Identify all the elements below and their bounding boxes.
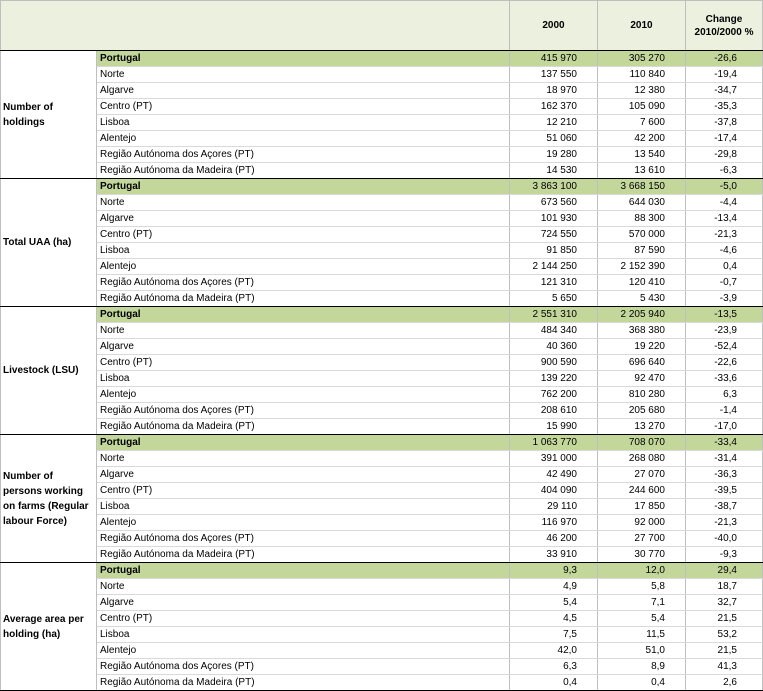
change-cell: -40,0 — [686, 531, 763, 547]
value-2010-cell: 5,4 — [598, 611, 686, 627]
region-cell: Lisboa — [97, 115, 510, 131]
region-cell: Região Autónoma da Madeira (PT) — [97, 675, 510, 691]
change-cell: -9,3 — [686, 547, 763, 563]
region-cell: Região Autónoma dos Açores (PT) — [97, 147, 510, 163]
region-cell: Algarve — [97, 211, 510, 227]
change-cell: -22,6 — [686, 355, 763, 371]
value-2000-cell: 42 490 — [510, 467, 598, 483]
value-2010-cell: 27 070 — [598, 467, 686, 483]
value-2000-cell: 2 551 310 — [510, 307, 598, 323]
table-row — [1, 323, 763, 339]
table-row — [1, 307, 763, 323]
region-cell: Portugal — [97, 563, 510, 579]
change-cell: -21,3 — [686, 515, 763, 531]
region-cell: Região Autónoma dos Açores (PT) — [97, 659, 510, 675]
table-row — [1, 403, 763, 419]
table-row — [1, 531, 763, 547]
value-2000-cell: 46 200 — [510, 531, 598, 547]
table-row — [1, 483, 763, 499]
value-2000-cell: 18 970 — [510, 83, 598, 99]
value-2010-cell: 305 270 — [598, 51, 686, 67]
table-row — [1, 659, 763, 675]
change-cell: -39,5 — [686, 483, 763, 499]
region-cell: Algarve — [97, 595, 510, 611]
value-2000-cell: 139 220 — [510, 371, 598, 387]
value-2010-cell: 110 840 — [598, 67, 686, 83]
value-2000-cell: 7,5 — [510, 627, 598, 643]
table-row — [1, 419, 763, 435]
value-2000-cell: 9,3 — [510, 563, 598, 579]
region-cell: Alentejo — [97, 259, 510, 275]
table-row — [1, 627, 763, 643]
value-2010-cell: 17 850 — [598, 499, 686, 515]
value-2000-cell: 415 970 — [510, 51, 598, 67]
value-2010-cell: 244 600 — [598, 483, 686, 499]
region-cell: Região Autónoma da Madeira (PT) — [97, 291, 510, 307]
value-2000-cell: 29 110 — [510, 499, 598, 515]
table-row — [1, 563, 763, 579]
value-2010-cell: 644 030 — [598, 195, 686, 211]
group-label: Number of holdings — [1, 51, 97, 179]
value-2000-cell: 42,0 — [510, 643, 598, 659]
table-row — [1, 371, 763, 387]
region-cell: Região Autónoma dos Açores (PT) — [97, 275, 510, 291]
table-row — [1, 211, 763, 227]
table-row — [1, 99, 763, 115]
value-2000-cell: 2 144 250 — [510, 259, 598, 275]
change-cell: 41,3 — [686, 659, 763, 675]
table-row — [1, 339, 763, 355]
region-cell: Lisboa — [97, 499, 510, 515]
change-cell: -23,9 — [686, 323, 763, 339]
table-row — [1, 67, 763, 83]
value-2000-cell: 121 310 — [510, 275, 598, 291]
table-row — [1, 227, 763, 243]
change-cell: 18,7 — [686, 579, 763, 595]
change-cell: -36,3 — [686, 467, 763, 483]
change-cell: 0,4 — [686, 259, 763, 275]
change-cell: 32,7 — [686, 595, 763, 611]
change-cell: -21,3 — [686, 227, 763, 243]
region-cell: Norte — [97, 323, 510, 339]
group-label: Average area per holding (ha) — [1, 563, 97, 691]
value-2010-cell: 5,8 — [598, 579, 686, 595]
header-2000: 2000 — [510, 1, 598, 51]
table-row — [1, 467, 763, 483]
change-cell: -34,7 — [686, 83, 763, 99]
value-2010-cell: 205 680 — [598, 403, 686, 419]
region-cell: Algarve — [97, 339, 510, 355]
value-2000-cell: 673 560 — [510, 195, 598, 211]
change-cell: -52,4 — [686, 339, 763, 355]
region-cell: Portugal — [97, 51, 510, 67]
header-2010: 2010 — [598, 1, 686, 51]
table-row — [1, 243, 763, 259]
region-cell: Portugal — [97, 307, 510, 323]
value-2000-cell: 33 910 — [510, 547, 598, 563]
value-2010-cell: 2 152 390 — [598, 259, 686, 275]
value-2010-cell: 696 640 — [598, 355, 686, 371]
change-cell: 53,2 — [686, 627, 763, 643]
region-cell: Centro (PT) — [97, 99, 510, 115]
region-cell: Algarve — [97, 467, 510, 483]
region-cell: Alentejo — [97, 387, 510, 403]
table-row — [1, 259, 763, 275]
value-2010-cell: 708 070 — [598, 435, 686, 451]
change-cell: 2,6 — [686, 675, 763, 691]
change-cell: -6,3 — [686, 163, 763, 179]
value-2010-cell: 13 540 — [598, 147, 686, 163]
value-2000-cell: 12 210 — [510, 115, 598, 131]
region-cell: Norte — [97, 195, 510, 211]
value-2000-cell: 6,3 — [510, 659, 598, 675]
value-2000-cell: 5,4 — [510, 595, 598, 611]
change-cell: 6,3 — [686, 387, 763, 403]
table-row — [1, 131, 763, 147]
value-2000-cell: 762 200 — [510, 387, 598, 403]
value-2000-cell: 724 550 — [510, 227, 598, 243]
value-2000-cell: 15 990 — [510, 419, 598, 435]
table-row — [1, 51, 763, 67]
value-2000-cell: 116 970 — [510, 515, 598, 531]
value-2010-cell: 368 380 — [598, 323, 686, 339]
value-2010-cell: 120 410 — [598, 275, 686, 291]
value-2000-cell: 0,4 — [510, 675, 598, 691]
change-cell: -1,4 — [686, 403, 763, 419]
value-2000-cell: 404 090 — [510, 483, 598, 499]
table-row — [1, 179, 763, 195]
value-2010-cell: 11,5 — [598, 627, 686, 643]
value-2010-cell: 30 770 — [598, 547, 686, 563]
value-2000-cell: 5 650 — [510, 291, 598, 307]
change-cell: 29,4 — [686, 563, 763, 579]
value-2000-cell: 91 850 — [510, 243, 598, 259]
table-row — [1, 611, 763, 627]
change-cell: -17,0 — [686, 419, 763, 435]
change-cell: -33,6 — [686, 371, 763, 387]
value-2000-cell: 1 063 770 — [510, 435, 598, 451]
change-cell: -29,8 — [686, 147, 763, 163]
value-2000-cell: 484 340 — [510, 323, 598, 339]
table-row — [1, 275, 763, 291]
region-cell: Região Autónoma da Madeira (PT) — [97, 419, 510, 435]
table-row — [1, 435, 763, 451]
value-2000-cell: 51 060 — [510, 131, 598, 147]
value-2010-cell: 27 700 — [598, 531, 686, 547]
header-change: Change 2010/2000 % — [686, 1, 763, 51]
value-2000-cell: 19 280 — [510, 147, 598, 163]
value-2010-cell: 13 610 — [598, 163, 686, 179]
region-cell: Alentejo — [97, 515, 510, 531]
table-row — [1, 579, 763, 595]
value-2000-cell: 4,5 — [510, 611, 598, 627]
region-cell: Centro (PT) — [97, 227, 510, 243]
value-2010-cell: 51,0 — [598, 643, 686, 659]
group-label: Total UAA (ha) — [1, 179, 97, 307]
table-body — [1, 51, 763, 691]
value-2010-cell: 5 430 — [598, 291, 686, 307]
region-cell: Lisboa — [97, 371, 510, 387]
value-2010-cell: 570 000 — [598, 227, 686, 243]
region-cell: Alentejo — [97, 131, 510, 147]
region-cell: Algarve — [97, 83, 510, 99]
table-row — [1, 195, 763, 211]
change-cell: 21,5 — [686, 643, 763, 659]
table-row — [1, 547, 763, 563]
value-2010-cell: 42 200 — [598, 131, 686, 147]
value-2000-cell: 14 530 — [510, 163, 598, 179]
change-cell: -4,4 — [686, 195, 763, 211]
region-cell: Norte — [97, 451, 510, 467]
value-2010-cell: 12 380 — [598, 83, 686, 99]
region-cell: Norte — [97, 67, 510, 83]
region-cell: Região Autónoma da Madeira (PT) — [97, 547, 510, 563]
region-cell: Portugal — [97, 179, 510, 195]
change-cell: -13,5 — [686, 307, 763, 323]
value-2010-cell: 0,4 — [598, 675, 686, 691]
change-cell: -33,4 — [686, 435, 763, 451]
table-row — [1, 675, 763, 691]
value-2010-cell: 13 270 — [598, 419, 686, 435]
group-label: Livestock (LSU) — [1, 307, 97, 435]
table-row — [1, 147, 763, 163]
change-cell: -19,4 — [686, 67, 763, 83]
region-cell: Região Autónoma da Madeira (PT) — [97, 163, 510, 179]
change-cell: -38,7 — [686, 499, 763, 515]
region-cell: Centro (PT) — [97, 355, 510, 371]
change-cell: -26,6 — [686, 51, 763, 67]
value-2010-cell: 88 300 — [598, 211, 686, 227]
table-row — [1, 515, 763, 531]
value-2010-cell: 7 600 — [598, 115, 686, 131]
region-cell: Norte — [97, 579, 510, 595]
value-2010-cell: 12,0 — [598, 563, 686, 579]
value-2000-cell: 391 000 — [510, 451, 598, 467]
value-2010-cell: 105 090 — [598, 99, 686, 115]
change-cell: -3,9 — [686, 291, 763, 307]
change-cell: -5,0 — [686, 179, 763, 195]
table-row — [1, 83, 763, 99]
table-row — [1, 355, 763, 371]
value-2010-cell: 8,9 — [598, 659, 686, 675]
value-2010-cell: 87 590 — [598, 243, 686, 259]
region-cell: Portugal — [97, 435, 510, 451]
header-row — [1, 1, 763, 51]
header-blank-cell — [1, 1, 510, 51]
change-cell: -17,4 — [686, 131, 763, 147]
change-cell: -13,4 — [686, 211, 763, 227]
value-2000-cell: 3 863 100 — [510, 179, 598, 195]
region-cell: Região Autónoma dos Açores (PT) — [97, 531, 510, 547]
group-label: Number of persons working on farms (Regular labour Force) — [1, 435, 97, 563]
change-cell: -35,3 — [686, 99, 763, 115]
value-2000-cell: 4,9 — [510, 579, 598, 595]
value-2010-cell: 92 000 — [598, 515, 686, 531]
table-row — [1, 451, 763, 467]
change-cell: 21,5 — [686, 611, 763, 627]
region-cell: Lisboa — [97, 627, 510, 643]
value-2000-cell: 162 370 — [510, 99, 598, 115]
change-cell: -0,7 — [686, 275, 763, 291]
region-cell: Lisboa — [97, 243, 510, 259]
region-cell: Centro (PT) — [97, 483, 510, 499]
value-2000-cell: 40 360 — [510, 339, 598, 355]
table-row — [1, 595, 763, 611]
region-cell: Alentejo — [97, 643, 510, 659]
value-2010-cell: 92 470 — [598, 371, 686, 387]
value-2010-cell: 268 080 — [598, 451, 686, 467]
region-cell: Centro (PT) — [97, 611, 510, 627]
value-2000-cell: 208 610 — [510, 403, 598, 419]
table-row — [1, 499, 763, 515]
table-row — [1, 387, 763, 403]
value-2000-cell: 137 550 — [510, 67, 598, 83]
table-row — [1, 115, 763, 131]
value-2010-cell: 2 205 940 — [598, 307, 686, 323]
change-cell: -37,8 — [686, 115, 763, 131]
value-2010-cell: 19 220 — [598, 339, 686, 355]
value-2000-cell: 101 930 — [510, 211, 598, 227]
change-cell: -4,6 — [686, 243, 763, 259]
region-cell: Região Autónoma dos Açores (PT) — [97, 403, 510, 419]
value-2010-cell: 7,1 — [598, 595, 686, 611]
table-row — [1, 291, 763, 307]
value-2000-cell: 900 590 — [510, 355, 598, 371]
value-2010-cell: 810 280 — [598, 387, 686, 403]
change-cell: -31,4 — [686, 451, 763, 467]
table-row — [1, 163, 763, 179]
value-2010-cell: 3 668 150 — [598, 179, 686, 195]
